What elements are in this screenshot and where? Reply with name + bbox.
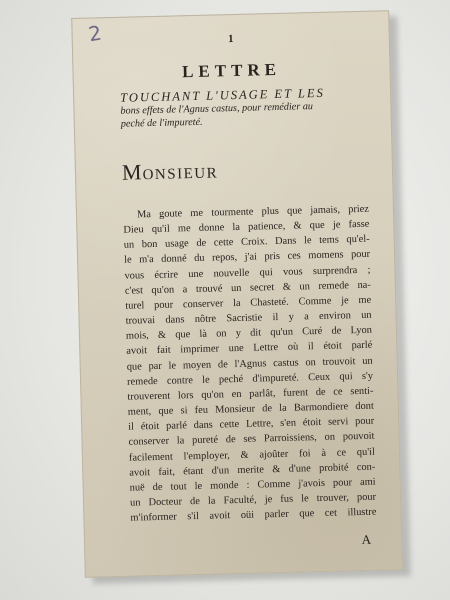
body-line: m'informer s'il avoit oüi parler que cet illustre (130, 506, 377, 524)
body-line: un bon usage de cette Croix. Dans le tems qu'el- (123, 234, 370, 252)
salutation-initial: M (121, 159, 143, 185)
body-line: un Docteur de la Faculté, je fus le trouver, pour (129, 491, 377, 509)
document-page (71, 10, 403, 578)
handwritten-page-mark: 2 (86, 20, 104, 47)
document-title: LETTRE (181, 59, 282, 82)
subtitle-line-3: peché de l'impureté. (120, 116, 203, 130)
body-line: trouverent lors qu'on en parlât, furent de ce senti- (127, 385, 374, 403)
salutation (122, 157, 219, 185)
body-line: avoit fait, étant d'un merite & d'une probité con- (129, 461, 376, 479)
body-line: remede contre le peché d'impureté. Ceux qui s'y (126, 370, 374, 388)
body-line: mois, & que là on y dit qu'un Curé de Lyon (125, 324, 373, 342)
body-line: facilement l'employer, & ajoûter foi à ce qu'il (128, 446, 376, 464)
body-line: nuë de tout le monde : Comme j'avois pour ami (129, 476, 376, 494)
subtitle-line-1: TOUCHANT L'USAGE ET LES (120, 85, 325, 105)
body-line: que par le moyen de l'Agnus castus on trouvoit un (126, 355, 373, 373)
subtitle-line-2: bons effets de l'Agnus castus, pour remédier au (120, 101, 314, 117)
page-number: 1 (227, 33, 234, 46)
body-line: conserver la pureté de ses Parroissiens, on pouvoit (128, 431, 375, 449)
body-line: avoit fait imprimer une Lettre où il étoit parlé (126, 340, 373, 358)
body-line: vous écrire une nouvelle qui vous surprendra ; (124, 264, 371, 282)
body-line: il étoit parlé dans cette Lettre, s'en étoit servi pour (128, 415, 375, 433)
letter-body (123, 202, 377, 526)
body-line: trouvai dans nôtre Sacristie il y a environ un (125, 309, 372, 327)
body-line: c'est qu'on a trouvé un secret & un remede na- (124, 279, 371, 297)
document-subtitle (120, 86, 369, 131)
catchword-signature: A (361, 531, 372, 548)
body-line: turel pour conserver la Chasteté. Comme je me (125, 294, 372, 312)
body-line: le m'a donné du repos, j'ai pris ces momens pour (124, 249, 371, 267)
body-line: Ma goute me tourmente plus que jamais, priez (136, 203, 370, 221)
body-line: Dieu qu'il me donne la patience, & que je fasse (123, 218, 370, 236)
salutation-rest: ONSIEUR (142, 165, 219, 184)
body-line: ment, que si feu Monsieur de la Barmondiere dont (127, 400, 374, 418)
